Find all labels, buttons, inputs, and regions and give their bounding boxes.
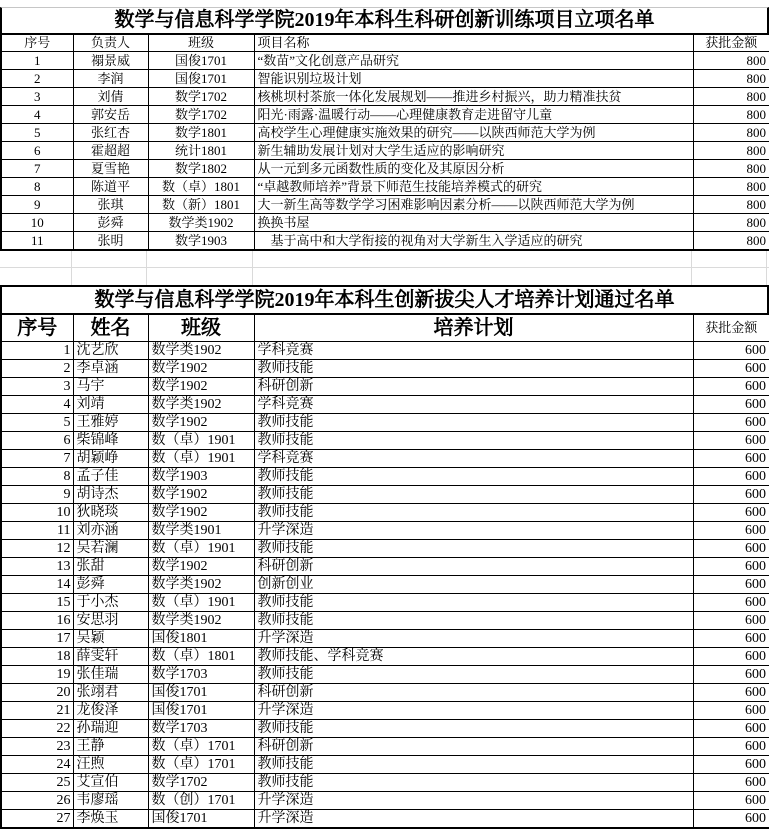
cell-amount: 600 [693, 702, 769, 720]
cell-plan: 教师技能 [254, 756, 693, 774]
cell-project: 高校学生心理健康实施效果的研究——以陕西师范大学为例 [254, 124, 693, 142]
table-row [1, 648, 769, 666]
cell-class: 国俊1801 [148, 630, 254, 648]
table-row [1, 810, 769, 829]
gridline-vertical [71, 251, 72, 285]
table-row [1, 124, 769, 142]
cell-amount: 800 [693, 52, 769, 70]
cell-class: 数（卓）1701 [148, 738, 254, 756]
table2-header-seq: 序号 [1, 314, 73, 342]
cell-amount: 800 [693, 124, 769, 142]
cell-plan: 学科竞赛 [254, 450, 693, 468]
table1-header-leader: 负责人 [73, 34, 148, 52]
cell-class: 数学1903 [148, 468, 254, 486]
cell-name: 刘亦涵 [73, 522, 148, 540]
table-row [1, 702, 769, 720]
gridline-horizontal [0, 267, 769, 268]
cell-plan: 教师技能 [254, 432, 693, 450]
cell-plan: 升学深造 [254, 810, 693, 829]
cell-class: 数（卓）1901 [148, 432, 254, 450]
table-row [1, 450, 769, 468]
table-row [1, 522, 769, 540]
cell-plan: 创新创业 [254, 576, 693, 594]
cell-name: 于小杰 [73, 594, 148, 612]
cell-seq: 2 [1, 70, 73, 88]
cell-amount: 600 [693, 360, 769, 378]
cell-name: 汪煦 [73, 756, 148, 774]
cell-name: 彭舜 [73, 576, 148, 594]
cell-plan: 科研创新 [254, 738, 693, 756]
cell-name: 刘靖 [73, 396, 148, 414]
cell-class: 数学1903 [148, 232, 254, 251]
cell-class: 数学类1901 [148, 522, 254, 540]
cell-plan: 教师技能 [254, 486, 693, 504]
cell-class: 数学类1902 [148, 342, 254, 360]
gridline-vertical [252, 251, 253, 285]
cell-project: 从一元到多元函数性质的变化及其原因分析 [254, 160, 693, 178]
cell-seq: 6 [1, 432, 73, 450]
cell-name: 韦廖瑶 [73, 792, 148, 810]
cell-seq: 16 [1, 612, 73, 630]
table-row [1, 232, 769, 251]
cell-seq: 24 [1, 756, 73, 774]
cell-leader: 李润 [73, 70, 148, 88]
table-row [1, 594, 769, 612]
table2-title: 数学与信息科学学院2019年本科生创新拔尖人才培养计划通过名单 [0, 285, 769, 313]
cell-class: 数学1902 [148, 486, 254, 504]
cell-name: 吴若澜 [73, 540, 148, 558]
cell-amount: 600 [693, 774, 769, 792]
cell-amount: 600 [693, 540, 769, 558]
cell-leader: 张红杏 [73, 124, 148, 142]
cell-project: 新生辅助发展计划对大学生适应的影响研究 [254, 142, 693, 160]
cell-class: 数学1702 [148, 88, 254, 106]
cell-class: 数学1902 [148, 360, 254, 378]
cell-plan: 教师技能 [254, 594, 693, 612]
cell-seq: 7 [1, 450, 73, 468]
cell-amount: 800 [693, 214, 769, 232]
cell-seq: 7 [1, 160, 73, 178]
cell-amount: 600 [693, 756, 769, 774]
cell-name: 王雅婷 [73, 414, 148, 432]
table-row [1, 720, 769, 738]
cell-seq: 3 [1, 378, 73, 396]
cell-project: 基于高中和大学衔接的视角对大学新生入学适应的研究 [254, 232, 693, 251]
table-row [1, 178, 769, 196]
cell-amount: 600 [693, 396, 769, 414]
cell-amount: 600 [693, 558, 769, 576]
cell-amount: 600 [693, 486, 769, 504]
cell-leader: 郭安岳 [73, 106, 148, 124]
table2-header-class: 班级 [148, 314, 254, 342]
cell-amount: 600 [693, 432, 769, 450]
table1-header-class: 班级 [148, 34, 254, 52]
cell-class: 国俊1701 [148, 684, 254, 702]
cell-plan: 学科竞赛 [254, 396, 693, 414]
cell-class: 数学类1902 [148, 612, 254, 630]
cell-seq: 22 [1, 720, 73, 738]
cell-class: 数（卓）1901 [148, 450, 254, 468]
cell-plan: 科研创新 [254, 558, 693, 576]
cell-seq: 14 [1, 576, 73, 594]
table-row [1, 88, 769, 106]
table-row [1, 196, 769, 214]
table1-research-projects [0, 33, 769, 251]
gridline-vertical [691, 251, 692, 285]
table-row [1, 576, 769, 594]
top-margin [0, 0, 769, 7]
cell-amount: 600 [693, 810, 769, 829]
cell-amount: 600 [693, 648, 769, 666]
cell-name: 龙俊泽 [73, 702, 148, 720]
cell-name: 吴颖 [73, 630, 148, 648]
cell-class: 数（卓）1901 [148, 594, 254, 612]
table-row [1, 684, 769, 702]
cell-plan: 教师技能 [254, 360, 693, 378]
cell-name: 孟子佳 [73, 468, 148, 486]
cell-seq: 10 [1, 504, 73, 522]
table-row [1, 540, 769, 558]
cell-class: 国俊1701 [148, 702, 254, 720]
cell-class: 数学类1902 [148, 576, 254, 594]
cell-amount: 600 [693, 414, 769, 432]
cell-amount: 600 [693, 450, 769, 468]
cell-plan: 学科竞赛 [254, 342, 693, 360]
table-row [1, 468, 769, 486]
cell-amount: 600 [693, 594, 769, 612]
table-row [1, 378, 769, 396]
cell-plan: 教师技能 [254, 612, 693, 630]
cell-seq: 8 [1, 468, 73, 486]
cell-seq: 11 [1, 232, 73, 251]
cell-plan: 教师技能 [254, 414, 693, 432]
cell-leader: 禤景威 [73, 52, 148, 70]
cell-amount: 800 [693, 232, 769, 251]
cell-class: 数学1902 [148, 558, 254, 576]
cell-seq: 15 [1, 594, 73, 612]
cell-name: 胡颖峥 [73, 450, 148, 468]
cell-amount: 600 [693, 504, 769, 522]
cell-project: “卓越教师培养”背景下师范生技能培养模式的研究 [254, 178, 693, 196]
cell-class: 数（卓）1801 [148, 648, 254, 666]
cell-seq: 5 [1, 124, 73, 142]
cell-plan: 教师技能 [254, 468, 693, 486]
cell-class: 数（卓）1701 [148, 756, 254, 774]
table-row [1, 792, 769, 810]
gridline-vertical [766, 251, 767, 285]
cell-plan: 科研创新 [254, 684, 693, 702]
cell-seq: 20 [1, 684, 73, 702]
cell-seq: 23 [1, 738, 73, 756]
cell-amount: 600 [693, 612, 769, 630]
cell-class: 数（创）1701 [148, 792, 254, 810]
cell-project: 阳光·雨露·温暖行动——心理健康教育走进留守儿童 [254, 106, 693, 124]
table2-header-amount: 获批金额 [693, 314, 769, 342]
table-row [1, 70, 769, 88]
cell-seq: 25 [1, 774, 73, 792]
cell-amount: 800 [693, 106, 769, 124]
cell-seq: 5 [1, 414, 73, 432]
cell-plan: 升学深造 [254, 792, 693, 810]
table-row [1, 52, 769, 70]
table-row [1, 360, 769, 378]
cell-amount: 600 [693, 342, 769, 360]
cell-name: 张甜 [73, 558, 148, 576]
cell-class: 数学1902 [148, 504, 254, 522]
cell-amount: 800 [693, 160, 769, 178]
cell-plan: 升学深造 [254, 630, 693, 648]
cell-seq: 8 [1, 178, 73, 196]
table-row [1, 630, 769, 648]
cell-plan: 升学深造 [254, 702, 693, 720]
table-row [1, 414, 769, 432]
cell-leader: 霍超超 [73, 142, 148, 160]
cell-class: 数学1702 [148, 106, 254, 124]
cell-leader: 彭舜 [73, 214, 148, 232]
table2-header-name: 姓名 [73, 314, 148, 342]
cell-amount: 600 [693, 684, 769, 702]
cell-project: 智能识别垃圾计划 [254, 70, 693, 88]
cell-amount: 600 [693, 738, 769, 756]
table-row [1, 432, 769, 450]
cell-amount: 800 [693, 70, 769, 88]
cell-seq: 9 [1, 486, 73, 504]
cell-seq: 3 [1, 88, 73, 106]
cell-name: 王静 [73, 738, 148, 756]
cell-class: 数学1802 [148, 160, 254, 178]
cell-seq: 18 [1, 648, 73, 666]
cell-name: 张佳瑞 [73, 666, 148, 684]
table-row [1, 486, 769, 504]
cell-seq: 12 [1, 540, 73, 558]
cell-seq: 10 [1, 214, 73, 232]
table1-header-amount: 获批金额 [693, 34, 769, 52]
cell-seq: 17 [1, 630, 73, 648]
cell-plan: 教师技能 [254, 666, 693, 684]
table-row [1, 214, 769, 232]
cell-seq: 27 [1, 810, 73, 829]
cell-class: 数（卓）1801 [148, 178, 254, 196]
cell-leader: 夏雪艳 [73, 160, 148, 178]
cell-name: 孙瑞迎 [73, 720, 148, 738]
cell-class: 数学1702 [148, 774, 254, 792]
cell-name: 李焕玉 [73, 810, 148, 829]
cell-class: 数学类1902 [148, 396, 254, 414]
cell-class: 国俊1701 [148, 52, 254, 70]
cell-name: 马宇 [73, 378, 148, 396]
cell-leader: 陈道平 [73, 178, 148, 196]
table1-header-project: 项目名称 [254, 34, 693, 52]
cell-seq: 6 [1, 142, 73, 160]
table-row [1, 612, 769, 630]
cell-plan: 教师技能 [254, 774, 693, 792]
table1-header-row [1, 34, 769, 52]
table-row [1, 666, 769, 684]
cell-class: 数学1902 [148, 378, 254, 396]
cell-amount: 800 [693, 88, 769, 106]
cell-class: 统计1801 [148, 142, 254, 160]
cell-project: “数苗”文化创意产品研究 [254, 52, 693, 70]
cell-seq: 11 [1, 522, 73, 540]
table-row [1, 396, 769, 414]
cell-seq: 2 [1, 360, 73, 378]
table2-header-plan: 培养计划 [254, 314, 693, 342]
cell-name: 李卓涵 [73, 360, 148, 378]
cell-class: 数（新）1801 [148, 196, 254, 214]
cell-seq: 9 [1, 196, 73, 214]
cell-class: 国俊1701 [148, 70, 254, 88]
cell-amount: 800 [693, 142, 769, 160]
table-row [1, 342, 769, 360]
cell-seq: 13 [1, 558, 73, 576]
cell-leader: 张明 [73, 232, 148, 251]
cell-amount: 600 [693, 720, 769, 738]
cell-amount: 600 [693, 576, 769, 594]
empty-rows-gap [0, 251, 769, 285]
cell-name: 艾宣伯 [73, 774, 148, 792]
table2-talent-program [0, 313, 769, 829]
cell-plan: 教师技能 [254, 540, 693, 558]
cell-plan: 教师技能 [254, 504, 693, 522]
cell-amount: 600 [693, 666, 769, 684]
table-row [1, 756, 769, 774]
cell-class: 数学1703 [148, 720, 254, 738]
cell-name: 安思羽 [73, 612, 148, 630]
cell-leader: 张琪 [73, 196, 148, 214]
cell-plan: 科研创新 [254, 378, 693, 396]
cell-seq: 1 [1, 342, 73, 360]
cell-plan: 教师技能、学科竞赛 [254, 648, 693, 666]
table1-header-seq: 序号 [1, 34, 73, 52]
cell-class: 数学类1902 [148, 214, 254, 232]
table-row [1, 142, 769, 160]
cell-amount: 600 [693, 792, 769, 810]
table-row [1, 106, 769, 124]
cell-amount: 800 [693, 196, 769, 214]
cell-name: 沈艺欣 [73, 342, 148, 360]
cell-name: 狄晓琰 [73, 504, 148, 522]
cell-seq: 4 [1, 106, 73, 124]
cell-name: 胡诗杰 [73, 486, 148, 504]
cell-seq: 19 [1, 666, 73, 684]
cell-class: 数学1902 [148, 414, 254, 432]
table-row [1, 160, 769, 178]
cell-class: 国俊1701 [148, 810, 254, 829]
cell-seq: 1 [1, 52, 73, 70]
cell-plan: 升学深造 [254, 522, 693, 540]
gridline-vertical [146, 251, 147, 285]
cell-leader: 刘倩 [73, 88, 148, 106]
cell-amount: 600 [693, 630, 769, 648]
table1-title: 数学与信息科学学院2019年本科生科研创新训练项目立项名单 [0, 7, 769, 33]
cell-plan: 教师技能 [254, 720, 693, 738]
cell-class: 数学1703 [148, 666, 254, 684]
cell-amount: 800 [693, 178, 769, 196]
table-row [1, 738, 769, 756]
cell-seq: 21 [1, 702, 73, 720]
table-row [1, 558, 769, 576]
cell-project: 大一新生高等数学学习困难影响因素分析——以陕西师范大学为例 [254, 196, 693, 214]
cell-name: 柴锦峰 [73, 432, 148, 450]
table2-header-row [1, 314, 769, 342]
cell-seq: 4 [1, 396, 73, 414]
table-row [1, 504, 769, 522]
cell-project: 换换书屋 [254, 214, 693, 232]
cell-project: 核桃坝村茶旅一体化发展规划——推进乡村振兴，助力精准扶贫 [254, 88, 693, 106]
cell-name: 薛雯轩 [73, 648, 148, 666]
cell-amount: 600 [693, 522, 769, 540]
cell-amount: 600 [693, 468, 769, 486]
cell-class: 数学1801 [148, 124, 254, 142]
cell-name: 张翊君 [73, 684, 148, 702]
cell-amount: 600 [693, 378, 769, 396]
cell-seq: 26 [1, 792, 73, 810]
cell-class: 数（卓）1901 [148, 540, 254, 558]
table-row [1, 774, 769, 792]
